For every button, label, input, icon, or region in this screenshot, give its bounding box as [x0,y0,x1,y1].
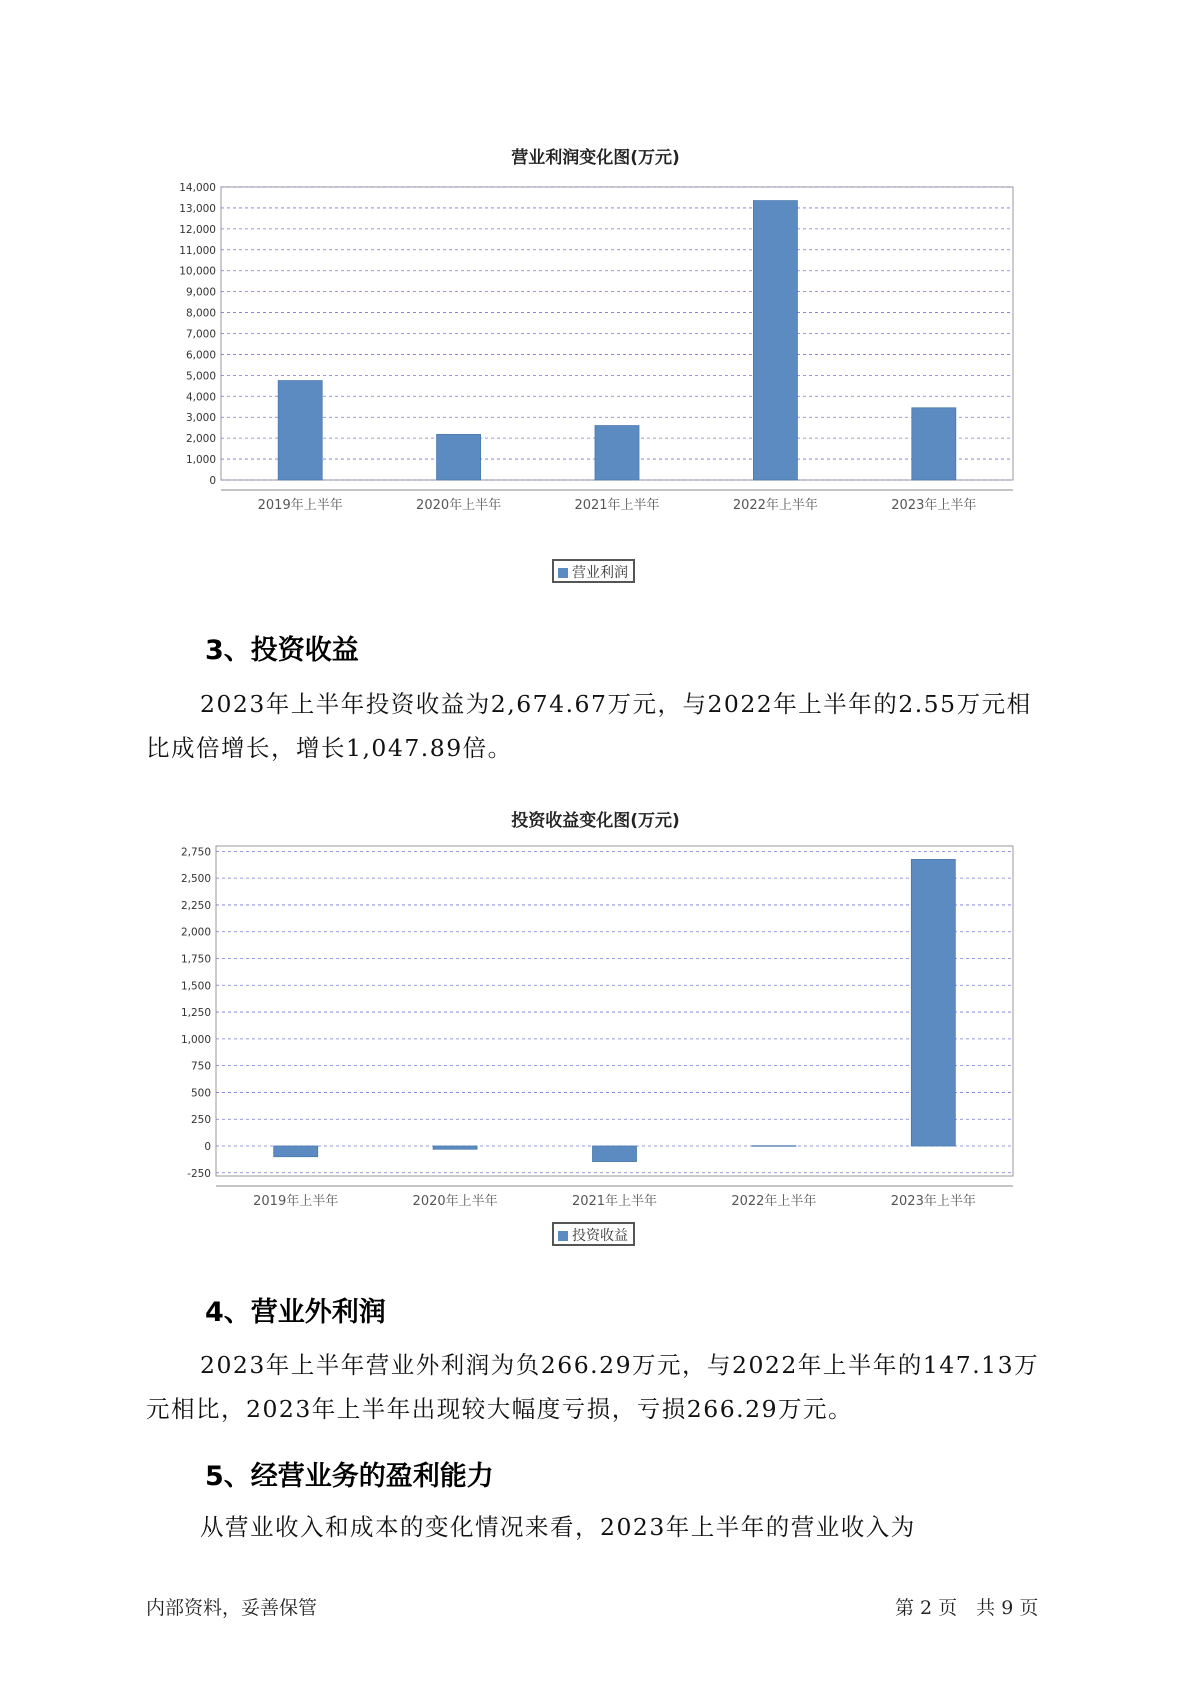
y-tick-label: 2,000 [185,433,216,446]
y-tick-label: 2,000 [180,926,211,939]
y-tick-label: 0 [209,475,216,487]
y-tick-label: 10,000 [179,265,216,278]
bar [437,434,481,480]
x-tick-label: 2019年上半年 [253,1194,339,1209]
y-tick-label: 13,000 [179,202,216,215]
y-tick-label: 1,250 [180,1007,211,1020]
y-tick-label: 1,000 [180,1033,211,1046]
legend-swatch [558,568,568,578]
y-tick-label: 2,750 [180,846,211,859]
bar [593,1146,637,1162]
y-tick-label: 3,000 [185,412,216,425]
section-heading-non-operating-profit: 4、营业外利润 [205,1297,386,1328]
x-tick-label: 2022年上半年 [732,498,818,513]
plot-area [216,846,1013,1176]
y-tick-label: 5,000 [185,370,216,383]
y-tick-label: 2,500 [180,873,211,886]
legend-swatch [558,1231,568,1241]
y-tick-label: -250 [187,1167,211,1180]
y-tick-label: 750 [190,1060,211,1073]
x-tick-label: 2019年上半年 [257,498,343,513]
x-tick-label: 2021年上半年 [574,498,660,513]
y-tick-label: 1,000 [185,454,216,467]
y-tick-label: 1,750 [180,953,211,966]
footer-page-number: 第 2 页 共 9 页 [895,1597,1039,1619]
section-heading-investment-income: 3、投资收益 [205,635,359,666]
bar [752,1146,796,1147]
y-tick-label: 9,000 [185,286,216,299]
y-tick-label: 4,000 [185,391,216,404]
footer-confidential-note: 内部资料，妥善保管 [146,1597,318,1619]
legend-operating-profit [552,559,635,583]
x-tick-label: 2021年上半年 [571,1194,658,1209]
y-tick-label: 12,000 [179,223,216,236]
y-tick-label: 14,000 [179,182,216,194]
y-tick-label: 6,000 [185,349,216,362]
bar [753,201,797,480]
x-tick-label: 2022年上半年 [731,1194,817,1209]
bar [595,426,639,480]
y-tick-label: 2,250 [180,899,211,912]
bar [433,1146,477,1149]
y-tick-label: 250 [190,1114,211,1127]
paragraph-investment-income: 2023年上半年投资收益为2,674.67万元，与2022年上半年的2.55万元相比成倍增长，增长1,047.89倍。 [146,690,1032,762]
x-tick-label: 2020年上半年 [412,1194,498,1209]
paragraph-non-operating-profit: 2023年上半年营业外利润为负266.29万元，与2022年上半年的147.13万元相比，2023年上半年出现较大幅度亏损，亏损266.29万元。 [146,1351,1040,1423]
y-tick-label: 8,000 [185,307,216,320]
bar [278,381,322,480]
bar [912,408,956,480]
y-tick-label: 0 [204,1141,211,1153]
x-tick-label: 2020年上半年 [416,498,502,513]
operating-profit-chart [0,165,1191,513]
bar [274,1146,318,1157]
legend-label: 营业利润 [572,565,628,581]
section-heading-operating-profitability: 5、经营业务的盈利能力 [205,1461,494,1492]
investment-income-chart [0,830,1191,1209]
y-tick-label: 1,500 [180,980,211,993]
legend-label: 投资收益 [572,1228,628,1244]
chart-title-operating-profit: 营业利润变化图(万元) [511,148,680,168]
x-tick-label: 2023年上半年 [890,1194,976,1209]
y-tick-label: 500 [190,1087,211,1100]
bar [911,859,955,1146]
y-tick-label: 7,000 [185,328,216,341]
paragraph-operating-profitability: 从营业收入和成本的变化情况来看，2023年上半年的营业收入为 [200,1513,916,1541]
y-tick-label: 11,000 [179,244,216,257]
chart-title-investment-income: 投资收益变化图(万元) [511,811,680,831]
legend-investment-income [552,1222,635,1246]
x-tick-label: 2023年上半年 [891,498,977,513]
